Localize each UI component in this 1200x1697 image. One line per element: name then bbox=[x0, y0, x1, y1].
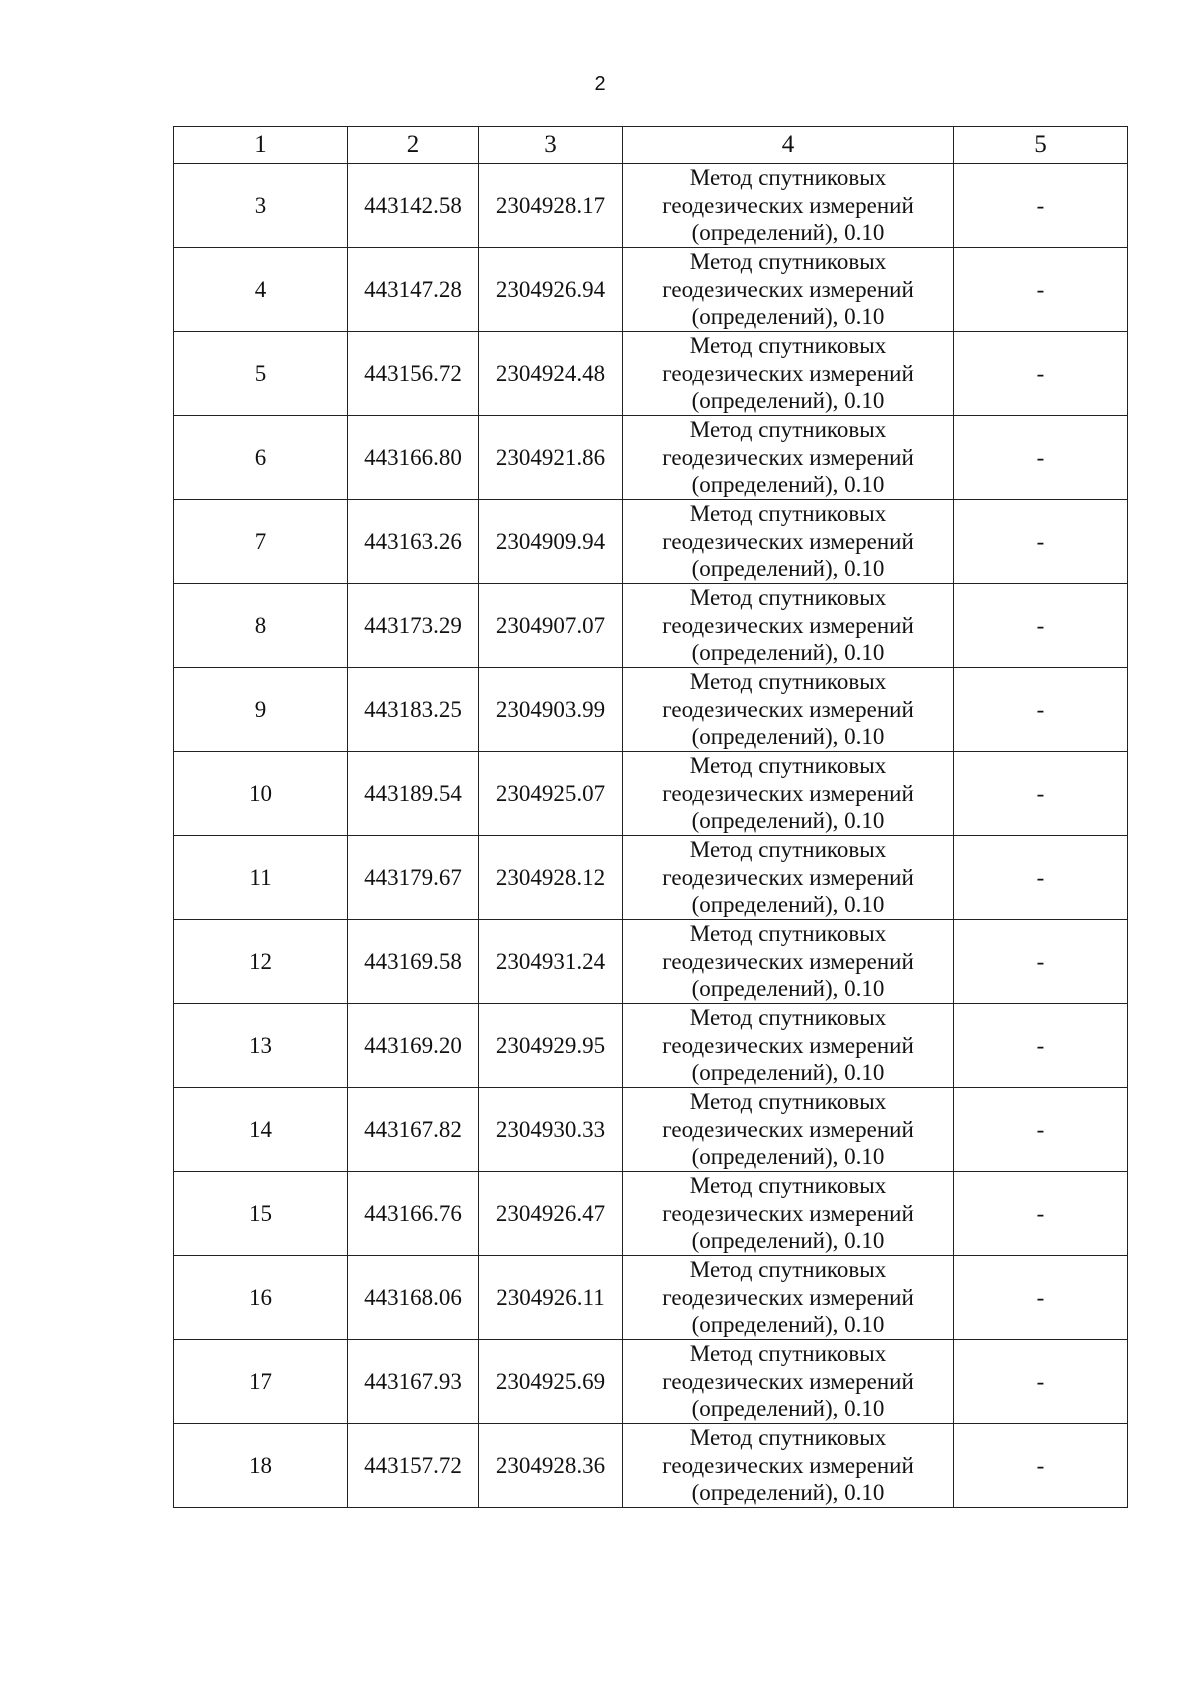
table-header-row bbox=[174, 127, 1128, 164]
point-number: 4 bbox=[174, 248, 348, 332]
method-cell bbox=[623, 1256, 954, 1340]
method-line: геодезических измерений bbox=[662, 612, 914, 638]
method-line: Метод спутниковых bbox=[689, 333, 887, 359]
coordinate-x: 443167.93 bbox=[348, 1340, 479, 1424]
method-line: (определений), 0.10 bbox=[691, 1396, 885, 1422]
method-line: Метод спутниковых bbox=[689, 921, 887, 947]
note-cell: - bbox=[954, 1004, 1128, 1088]
table-body bbox=[174, 164, 1128, 1508]
coordinate-y: 2304928.17 bbox=[479, 164, 623, 248]
coordinate-y: 2304909.94 bbox=[479, 500, 623, 584]
method-line: (определений), 0.10 bbox=[691, 724, 885, 750]
coordinate-x: 443168.06 bbox=[348, 1256, 479, 1340]
method-line: геодезических измерений bbox=[662, 1368, 914, 1394]
method-line: геодезических измерений bbox=[662, 360, 914, 386]
note-cell: - bbox=[954, 668, 1128, 752]
note-cell: - bbox=[954, 1172, 1128, 1256]
column-header-3: 3 bbox=[479, 127, 623, 164]
method-line: Метод спутниковых bbox=[689, 249, 887, 275]
method-line: Метод спутниковых bbox=[689, 669, 887, 695]
method-line: Метод спутниковых bbox=[689, 1257, 887, 1283]
coordinate-y: 2304929.95 bbox=[479, 1004, 623, 1088]
method-line: геодезических измерений bbox=[662, 444, 914, 470]
coordinate-y: 2304925.69 bbox=[479, 1340, 623, 1424]
note-cell: - bbox=[954, 920, 1128, 1004]
method-cell bbox=[623, 668, 954, 752]
column-header-2: 2 bbox=[348, 127, 479, 164]
table-row bbox=[174, 1340, 1128, 1424]
point-number: 13 bbox=[174, 1004, 348, 1088]
table-row bbox=[174, 164, 1128, 248]
method-cell bbox=[623, 416, 954, 500]
method-cell bbox=[623, 1424, 954, 1508]
point-number: 5 bbox=[174, 332, 348, 416]
point-number: 3 bbox=[174, 164, 348, 248]
method-line: геодезических измерений bbox=[662, 780, 914, 806]
method-line: Метод спутниковых bbox=[689, 1425, 887, 1451]
coordinate-y: 2304926.47 bbox=[479, 1172, 623, 1256]
table-row bbox=[174, 248, 1128, 332]
coordinate-x: 443183.25 bbox=[348, 668, 479, 752]
coordinate-y: 2304921.86 bbox=[479, 416, 623, 500]
method-line: геодезических измерений bbox=[662, 528, 914, 554]
method-cell bbox=[623, 1088, 954, 1172]
method-line: геодезических измерений bbox=[662, 192, 914, 218]
method-line: Метод спутниковых bbox=[689, 1173, 887, 1199]
method-cell bbox=[623, 500, 954, 584]
method-line: (определений), 0.10 bbox=[691, 976, 885, 1002]
point-number: 9 bbox=[174, 668, 348, 752]
point-number: 10 bbox=[174, 752, 348, 836]
method-line: геодезических измерений bbox=[662, 1452, 914, 1478]
method-line: геодезических измерений bbox=[662, 1284, 914, 1310]
column-header-4: 4 bbox=[623, 127, 954, 164]
method-line: (определений), 0.10 bbox=[691, 808, 885, 834]
coordinate-y: 2304928.36 bbox=[479, 1424, 623, 1508]
point-number: 16 bbox=[174, 1256, 348, 1340]
method-line: (определений), 0.10 bbox=[691, 892, 885, 918]
method-line: Метод спутниковых bbox=[689, 501, 887, 527]
method-line: (определений), 0.10 bbox=[691, 388, 885, 414]
method-line: (определений), 0.10 bbox=[691, 556, 885, 582]
method-line: Метод спутниковых bbox=[689, 1341, 887, 1367]
coordinate-x: 443147.28 bbox=[348, 248, 479, 332]
coordinate-x: 443166.76 bbox=[348, 1172, 479, 1256]
table-row bbox=[174, 1004, 1128, 1088]
page-number: 2 bbox=[594, 73, 606, 95]
note-cell: - bbox=[954, 164, 1128, 248]
table-row bbox=[174, 500, 1128, 584]
point-number: 8 bbox=[174, 584, 348, 668]
coordinate-x: 443163.26 bbox=[348, 500, 479, 584]
note-cell: - bbox=[954, 416, 1128, 500]
point-number: 12 bbox=[174, 920, 348, 1004]
coordinate-x: 443173.29 bbox=[348, 584, 479, 668]
table-row bbox=[174, 1088, 1128, 1172]
coordinate-x: 443189.54 bbox=[348, 752, 479, 836]
table-row bbox=[174, 752, 1128, 836]
method-line: (определений), 0.10 bbox=[691, 1228, 885, 1254]
method-line: Метод спутниковых bbox=[689, 585, 887, 611]
coordinate-x: 443169.58 bbox=[348, 920, 479, 1004]
table-row bbox=[174, 416, 1128, 500]
coordinate-x: 443167.82 bbox=[348, 1088, 479, 1172]
coordinate-x: 443156.72 bbox=[348, 332, 479, 416]
note-cell: - bbox=[954, 332, 1128, 416]
coordinate-x: 443179.67 bbox=[348, 836, 479, 920]
table-row bbox=[174, 836, 1128, 920]
method-cell bbox=[623, 1340, 954, 1424]
point-number: 7 bbox=[174, 500, 348, 584]
table-row bbox=[174, 1256, 1128, 1340]
column-header-1: 1 bbox=[174, 127, 348, 164]
coordinate-y: 2304926.11 bbox=[479, 1256, 623, 1340]
method-line: (определений), 0.10 bbox=[691, 304, 885, 330]
table-row bbox=[174, 920, 1128, 1004]
coordinate-y: 2304924.48 bbox=[479, 332, 623, 416]
method-line: (определений), 0.10 bbox=[691, 1060, 885, 1086]
table-row bbox=[174, 332, 1128, 416]
note-cell: - bbox=[954, 584, 1128, 668]
method-cell bbox=[623, 164, 954, 248]
method-line: (определений), 0.10 bbox=[691, 1312, 885, 1338]
method-cell bbox=[623, 248, 954, 332]
point-number: 14 bbox=[174, 1088, 348, 1172]
note-cell: - bbox=[954, 1340, 1128, 1424]
method-cell bbox=[623, 1004, 954, 1088]
method-line: (определений), 0.10 bbox=[691, 220, 885, 246]
coordinates-table bbox=[173, 126, 1128, 1508]
method-line: (определений), 0.10 bbox=[691, 1144, 885, 1170]
coordinate-x: 443142.58 bbox=[348, 164, 479, 248]
coordinate-x: 443169.20 bbox=[348, 1004, 479, 1088]
method-line: геодезических измерений bbox=[662, 1116, 914, 1142]
method-line: Метод спутниковых bbox=[689, 417, 887, 443]
method-line: геодезических измерений bbox=[662, 864, 914, 890]
method-line: геодезических измерений bbox=[662, 1200, 914, 1226]
method-line: геодезических измерений bbox=[662, 696, 914, 722]
method-line: Метод спутниковых bbox=[689, 1089, 887, 1115]
method-line: (определений), 0.10 bbox=[691, 1480, 885, 1506]
point-number: 17 bbox=[174, 1340, 348, 1424]
note-cell: - bbox=[954, 1256, 1128, 1340]
coordinate-y: 2304931.24 bbox=[479, 920, 623, 1004]
coordinate-y: 2304907.07 bbox=[479, 584, 623, 668]
table-row bbox=[174, 668, 1128, 752]
table-row bbox=[174, 1424, 1128, 1508]
point-number: 11 bbox=[174, 836, 348, 920]
note-cell: - bbox=[954, 248, 1128, 332]
method-line: (определений), 0.10 bbox=[691, 472, 885, 498]
note-cell: - bbox=[954, 836, 1128, 920]
method-cell bbox=[623, 584, 954, 668]
point-number: 18 bbox=[174, 1424, 348, 1508]
point-number: 6 bbox=[174, 416, 348, 500]
coordinate-y: 2304926.94 bbox=[479, 248, 623, 332]
coordinate-x: 443166.80 bbox=[348, 416, 479, 500]
coordinate-y: 2304903.99 bbox=[479, 668, 623, 752]
method-line: геодезических измерений bbox=[662, 1032, 914, 1058]
point-number: 15 bbox=[174, 1172, 348, 1256]
note-cell: - bbox=[954, 500, 1128, 584]
table-row bbox=[174, 584, 1128, 668]
coordinate-y: 2304928.12 bbox=[479, 836, 623, 920]
method-cell bbox=[623, 836, 954, 920]
coordinate-x: 443157.72 bbox=[348, 1424, 479, 1508]
method-cell bbox=[623, 332, 954, 416]
method-line: Метод спутниковых bbox=[689, 165, 887, 191]
coordinate-y: 2304925.07 bbox=[479, 752, 623, 836]
method-line: геодезических измерений bbox=[662, 276, 914, 302]
note-cell: - bbox=[954, 752, 1128, 836]
method-line: Метод спутниковых bbox=[689, 1005, 887, 1031]
column-header-5: 5 bbox=[954, 127, 1128, 164]
method-line: геодезических измерений bbox=[662, 948, 914, 974]
method-line: (определений), 0.10 bbox=[691, 640, 885, 666]
note-cell: - bbox=[954, 1424, 1128, 1508]
coordinate-y: 2304930.33 bbox=[479, 1088, 623, 1172]
method-line: Метод спутниковых bbox=[689, 837, 887, 863]
table-row bbox=[174, 1172, 1128, 1256]
method-cell bbox=[623, 920, 954, 1004]
method-cell bbox=[623, 1172, 954, 1256]
note-cell: - bbox=[954, 1088, 1128, 1172]
method-line: Метод спутниковых bbox=[689, 753, 887, 779]
method-cell bbox=[623, 752, 954, 836]
